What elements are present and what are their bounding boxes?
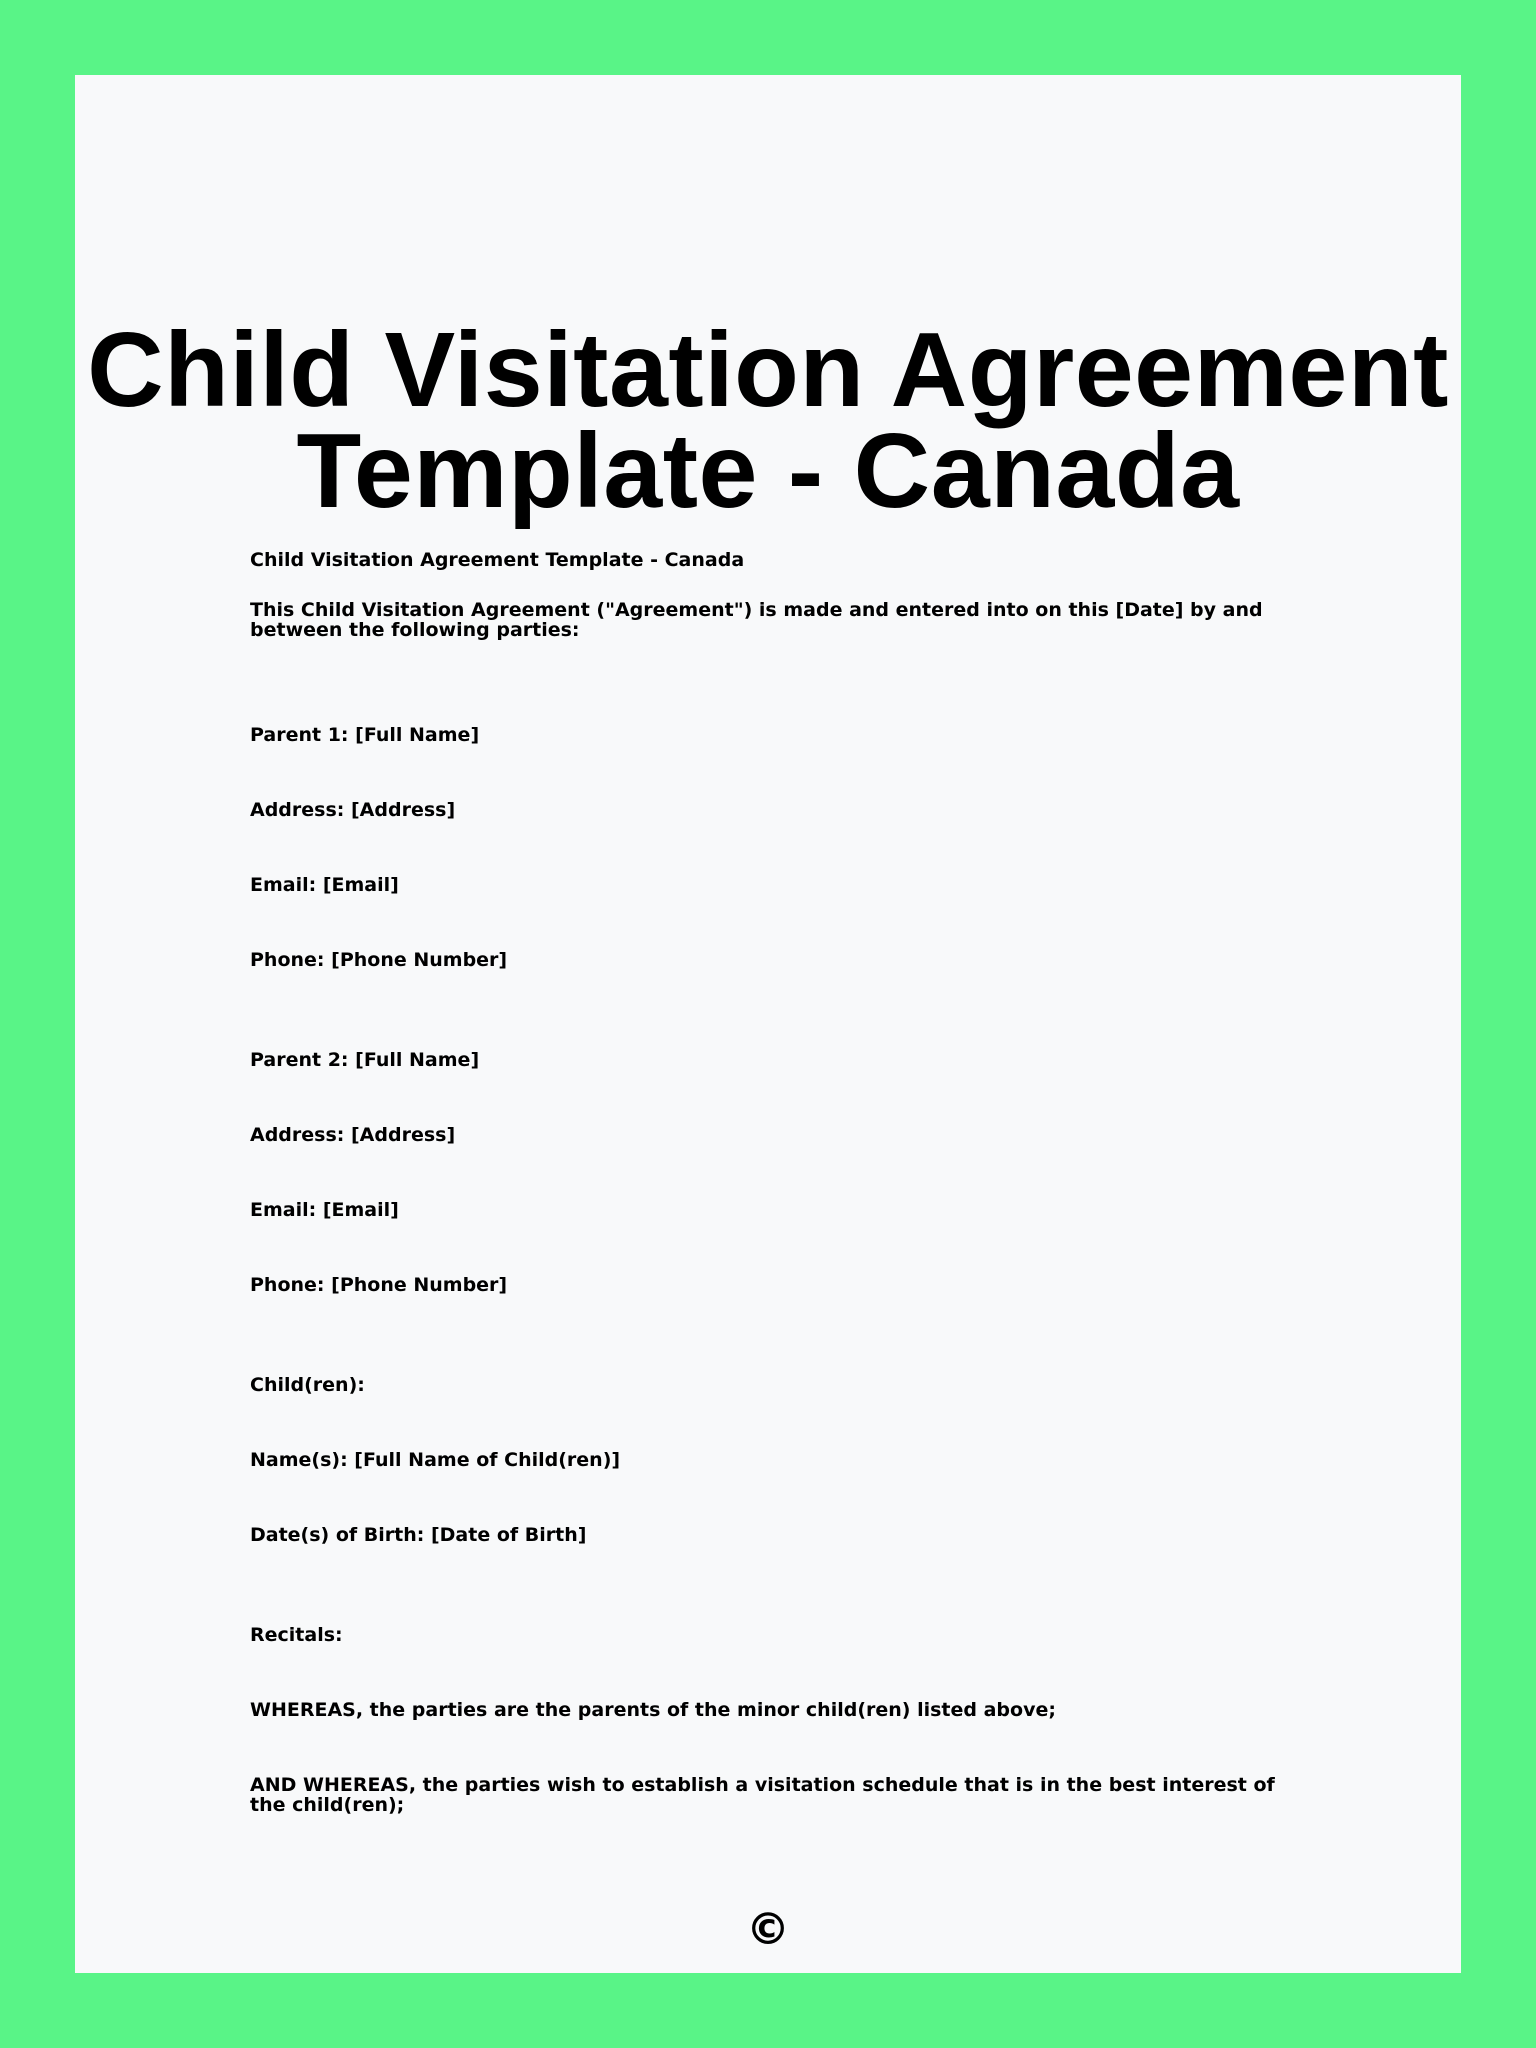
parent1-email: Email: [Email] (250, 874, 399, 896)
recital-whereas-1: WHEREAS, the parties are the parents of the minor child(ren) listed above; (250, 1699, 1056, 1721)
parent1-address: Address: [Address] (250, 799, 456, 821)
parent2-email: Email: [Email] (250, 1199, 399, 1221)
document-title: Child Visitation Agreement Template - Canada (87, 311, 1449, 530)
parent1-name: Parent 1: [Full Name] (250, 724, 480, 746)
document-page (75, 75, 1461, 1973)
parent2-address: Address: [Address] (250, 1124, 456, 1146)
recital-whereas-2: AND WHEREAS, the parties wish to establish a visitation schedule that is in the best interest of the child(ren); (250, 1774, 1275, 1816)
parent1-phone: Phone: [Phone Number] (250, 949, 508, 971)
children-names: Name(s): [Full Name of Child(ren)] (250, 1449, 621, 1471)
copyright-symbol: © (746, 1904, 790, 1955)
recitals-label: Recitals: (250, 1624, 343, 1646)
document-heading: Child Visitation Agreement Template - Canada (250, 549, 745, 571)
intro-paragraph: This Child Visitation Agreement ("Agreement") is made and entered into on this [Date] by and between the following parties: (250, 599, 1263, 641)
children-label: Child(ren): (250, 1374, 365, 1396)
parent2-phone: Phone: [Phone Number] (250, 1274, 508, 1296)
parent2-name: Parent 2: [Full Name] (250, 1049, 480, 1071)
children-dob: Date(s) of Birth: [Date of Birth] (250, 1524, 587, 1546)
